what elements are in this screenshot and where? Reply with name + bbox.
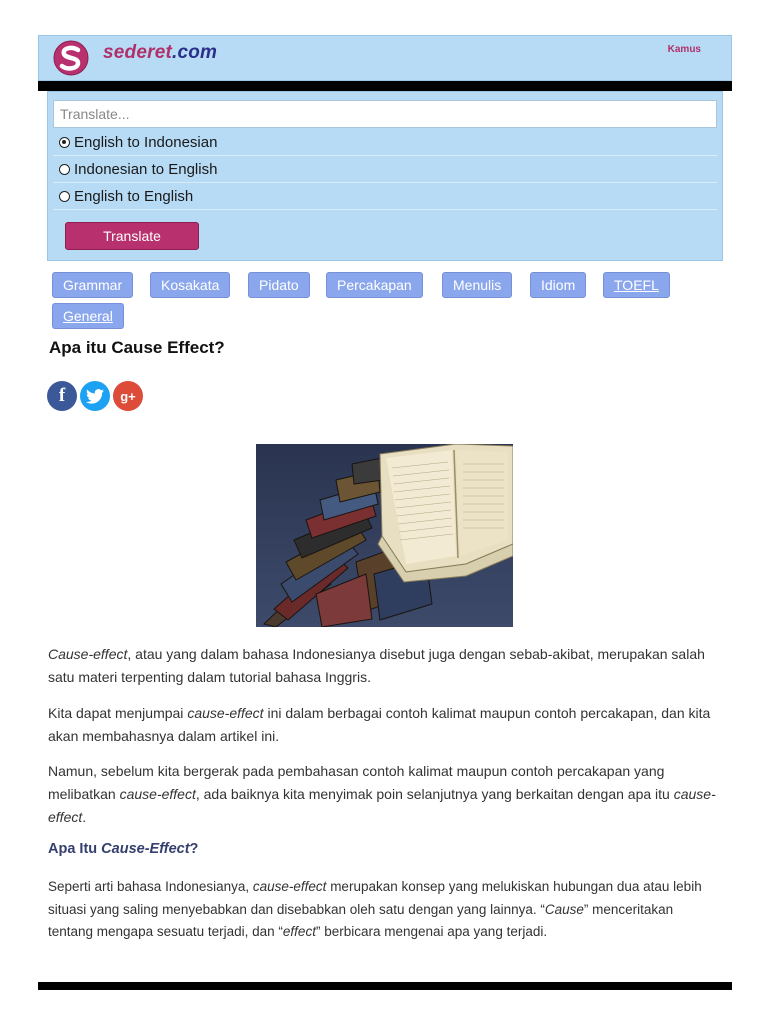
site-name[interactable]: [103, 42, 217, 64]
tab-grammar[interactable]: Grammar: [52, 272, 133, 298]
radio-english-to-indonesian[interactable]: [53, 129, 717, 156]
text: Apa Itu: [48, 841, 102, 857]
text: .: [82, 809, 87, 825]
text: ini dalam berbagai contoh kalimat maupun contoh percakapan, dan kita akan membahasnya dalam artikel ini.: [48, 705, 711, 744]
term: cause-effect: [119, 786, 196, 802]
translator-panel: [47, 91, 723, 261]
term: Cause-Effect: [101, 841, 190, 857]
term: Cause-effect: [48, 646, 128, 662]
tab-idiom[interactable]: Idiom: [530, 272, 586, 298]
header-divider: [38, 81, 732, 91]
paragraph-2: [48, 702, 718, 748]
text: Namun, sebelum kita bergerak pada pembahasan contoh kalimat maupun contoh percakapan yang melibatkan: [48, 763, 665, 802]
google-plus-icon[interactable]: g+: [113, 381, 143, 411]
section-heading: [48, 841, 198, 857]
translate-input[interactable]: [53, 100, 717, 128]
term: cause-effect: [187, 705, 264, 721]
twitter-bird-icon: [86, 389, 104, 404]
term: effect: [282, 924, 316, 939]
page-title: Apa itu Cause Effect?: [49, 338, 225, 357]
tab-toefl-label: TOEFL: [614, 277, 659, 293]
facebook-icon[interactable]: f: [47, 381, 77, 411]
radio-button[interactable]: [59, 191, 70, 202]
site-header: [38, 35, 732, 81]
text: merupakan konsep yang melukiskan hubungan dua atau lebih situasi yang saling menyebabkan dan disebabkan oleh satu dengan yang lainnya. “: [48, 879, 702, 917]
term: cause-effect: [48, 786, 716, 825]
radio-label: English to English: [74, 187, 194, 205]
twitter-icon[interactable]: [80, 381, 110, 411]
term: Cause: [544, 901, 584, 917]
tab-general-label: General: [63, 308, 113, 324]
term: cause-effect: [252, 879, 327, 894]
open-book: [378, 444, 513, 582]
text: ” berbicara mengenai apa yang terjadi.: [315, 924, 548, 939]
text: Seperti arti bahasa Indonesianya,: [48, 879, 253, 894]
kamus-link[interactable]: Kamus: [667, 44, 701, 55]
text: , atau yang dalam bahasa Indonesianya disebut juga dengan sebab-akibat, merupakan salah satu materi terpenting dalam tutorial bahasa Inggris.: [48, 646, 705, 685]
tab-percakapan[interactable]: Percakapan: [326, 272, 423, 298]
radio-button-checked[interactable]: [59, 137, 70, 148]
text: ” menceritakan tentang mengapa sesuatu terjadi, dan “: [48, 901, 674, 939]
text: Kita dapat menjumpai: [48, 705, 188, 721]
radio-indonesian-to-english[interactable]: [53, 156, 717, 183]
paragraph-1: [48, 643, 718, 689]
site-name-main: sederet: [103, 42, 172, 63]
tab-kosakata[interactable]: Kosakata: [150, 272, 230, 298]
paragraph-3: [48, 760, 718, 829]
radio-label: Indonesian to English: [74, 160, 218, 178]
text: ?: [189, 841, 199, 857]
sederet-logo-icon[interactable]: [53, 40, 89, 76]
site-name-suffix: .com: [172, 42, 218, 63]
footer-divider: [38, 982, 732, 990]
radio-english-to-english[interactable]: [53, 183, 717, 210]
tab-toefl[interactable]: [603, 272, 670, 298]
article-image: [256, 444, 513, 627]
tab-pidato[interactable]: Pidato: [248, 272, 310, 298]
translate-button[interactable]: Translate: [65, 222, 199, 250]
radio-label: English to Indonesian: [74, 133, 218, 151]
text: , ada baiknya kita menyimak poin selanjutnya yang berkaitan dengan apa itu: [195, 786, 674, 802]
tab-general[interactable]: [52, 303, 124, 329]
tab-menulis[interactable]: Menulis: [442, 272, 512, 298]
radio-button[interactable]: [59, 164, 70, 175]
paragraph-4: [48, 876, 718, 944]
